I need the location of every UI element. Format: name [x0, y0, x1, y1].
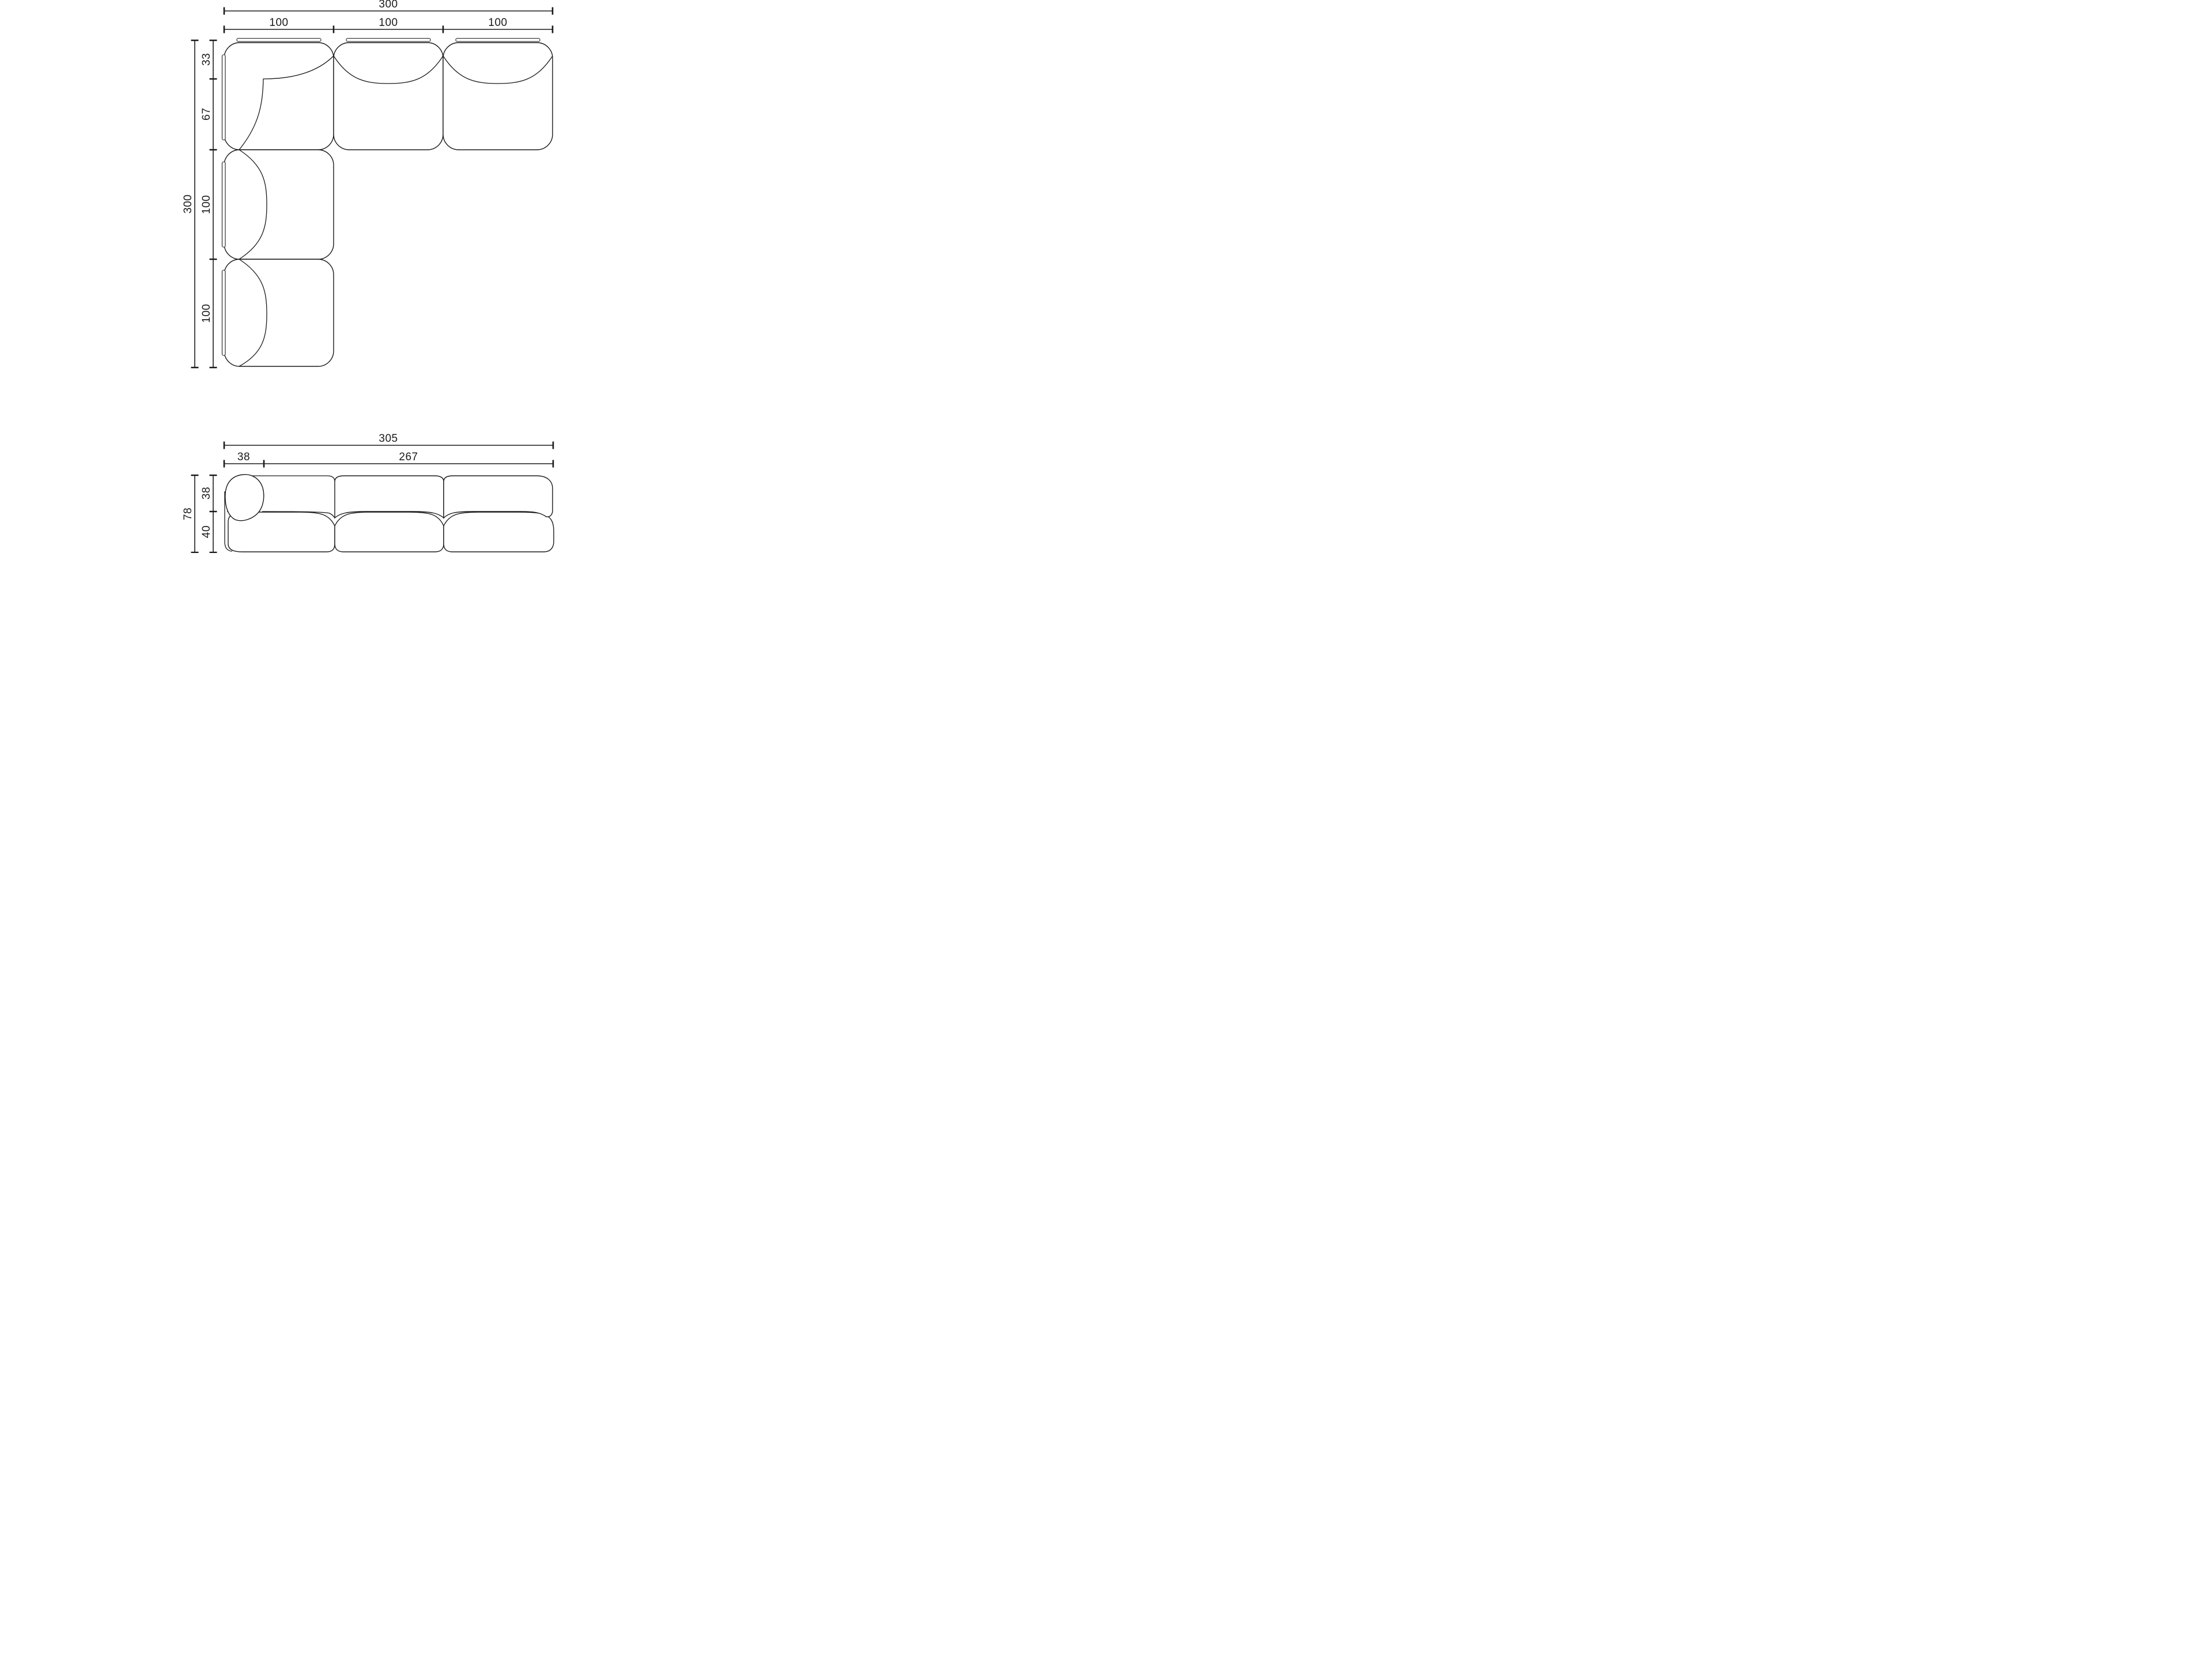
plan-total-depth-label: 300 — [182, 194, 194, 214]
plan-total-width-dimension — [224, 0, 553, 15]
elevation-view — [182, 433, 554, 552]
elevation-backrest-cushion — [444, 476, 553, 518]
plan-total-depth-dimension — [182, 40, 199, 368]
plan-depth-segment-label: 100 — [201, 195, 213, 214]
drawing-canvas — [0, 0, 738, 553]
plan-width-segment-label: 100 — [488, 17, 508, 29]
elevation-width-segment-label: 267 — [399, 451, 418, 463]
elevation-sofa — [225, 475, 554, 552]
plan-back-rail — [456, 39, 540, 42]
plan-width-segment-label: 100 — [269, 17, 289, 29]
elevation-height-segments-dimension — [201, 475, 217, 552]
plan-depth-segments-dimension — [201, 40, 217, 368]
elevation-height-segment-label: 38 — [201, 486, 213, 500]
plan-sofa-modules — [222, 39, 553, 367]
plan-back-rail — [222, 270, 226, 355]
plan-corner-module — [224, 43, 334, 150]
plan-seat-module — [224, 150, 334, 259]
plan-view — [182, 0, 553, 368]
sofa-dimension-drawing-page — [0, 0, 738, 553]
plan-back-rail — [237, 39, 321, 42]
plan-back-rail — [222, 162, 226, 247]
plan-seat-module — [224, 259, 334, 366]
elevation-backrest-cushion — [335, 476, 444, 518]
elevation-total-height-label: 78 — [182, 507, 194, 521]
elevation-total-width-label: 305 — [379, 433, 398, 445]
plan-depth-segment-label: 67 — [201, 107, 213, 121]
plan-total-width-label: 300 — [379, 0, 398, 10]
elevation-height-segment-label: 40 — [201, 525, 213, 539]
plan-width-segment-label: 100 — [379, 17, 398, 29]
elevation-seat-cushion — [444, 512, 554, 552]
elevation-width-segments-dimension — [224, 451, 553, 468]
plan-seat-module — [443, 43, 553, 150]
elevation-seat-cushion — [335, 512, 444, 552]
elevation-total-height-dimension — [182, 475, 199, 552]
plan-depth-segment-label: 33 — [201, 52, 213, 66]
plan-module-width-dimension — [224, 17, 553, 33]
plan-back-rail — [222, 55, 226, 140]
plan-seat-module — [334, 43, 443, 150]
elevation-width-segment-label: 38 — [237, 451, 251, 463]
elevation-total-width-dimension — [224, 433, 553, 449]
plan-back-rail — [346, 39, 430, 42]
plan-depth-segment-label: 100 — [201, 304, 213, 323]
